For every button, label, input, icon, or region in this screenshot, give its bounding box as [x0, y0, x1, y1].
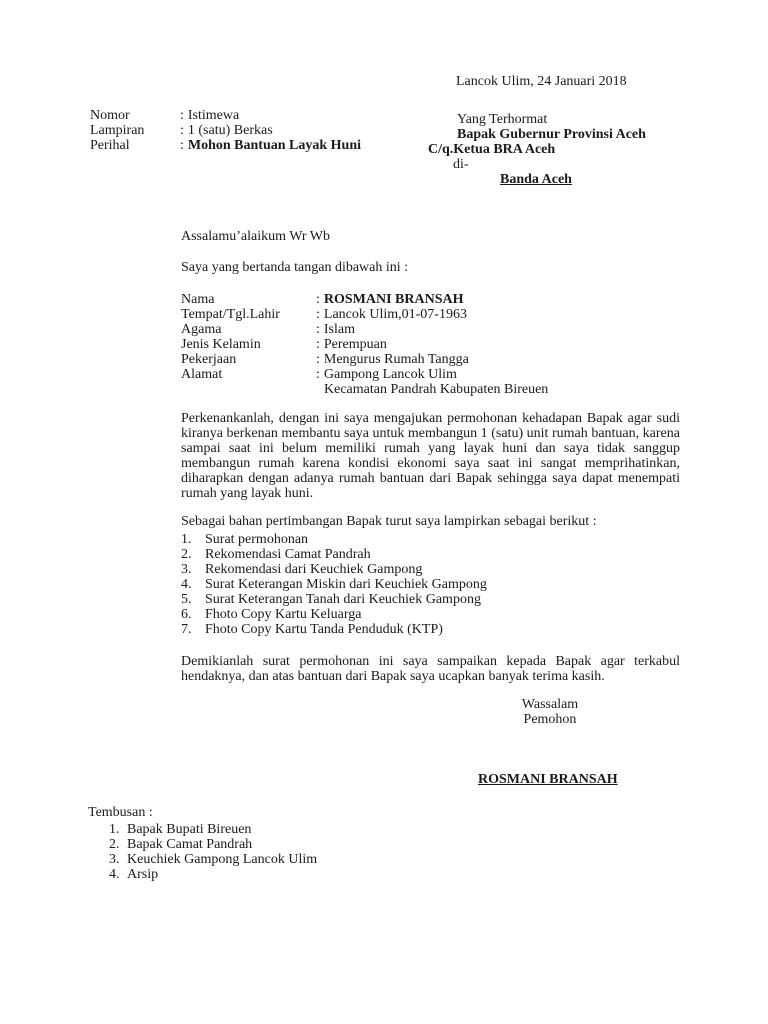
attachments-block	[181, 514, 597, 637]
identity-row-agama	[181, 322, 548, 337]
list-item	[109, 852, 317, 867]
list-item-text: Keuchiek Gampong Lancok Ulim	[127, 852, 318, 867]
identity-value-ttl: Lancok Ulim,01-07-1963	[323, 307, 467, 322]
signoff-wassalam: Wassalam	[521, 697, 579, 712]
list-item-text: Surat Keterangan Tanah dari Keuchiek Gampong	[205, 592, 481, 607]
identity-value-nama: ROSMANI BRANSAH	[323, 292, 464, 307]
identity-row-alamat	[181, 367, 548, 382]
list-item	[181, 607, 597, 622]
list-item-text: Fhoto Copy Kartu Keluarga	[205, 607, 362, 622]
identity-label-ttl: Tempat/Tgl.Lahir	[181, 307, 280, 322]
colon-separator: :	[316, 352, 320, 367]
colon-separator: :	[316, 307, 320, 322]
identity-value-kelamin: Perempuan	[323, 337, 387, 352]
addressee-salute: Yang Terhormat	[457, 112, 548, 127]
list-item-number: 4.	[181, 577, 192, 592]
ref-row-lampiran	[90, 123, 361, 138]
list-item-number: 1.	[109, 822, 120, 837]
list-item-number: 7.	[181, 622, 192, 637]
list-item	[181, 577, 597, 592]
colon-separator: :	[180, 138, 184, 153]
identity-label-nama: Nama	[181, 292, 215, 307]
identity-label-agama: Agama	[181, 322, 222, 337]
ref-label-perihal: Perihal	[90, 138, 130, 153]
signoff-block	[505, 697, 595, 727]
identity-label-empty	[181, 382, 316, 397]
list-item-number: 2.	[181, 547, 192, 562]
identity-label-pekerjaan: Pekerjaan	[181, 352, 237, 367]
list-item	[109, 822, 317, 837]
list-item-text: Rekomendasi Camat Pandrah	[205, 547, 371, 562]
list-item-number: 5.	[181, 592, 192, 607]
identity-value-alamat: Gampong Lancok Ulim	[323, 367, 457, 382]
reference-block	[90, 108, 361, 153]
colon-separator: :	[180, 108, 184, 123]
ref-label-nomor: Nomor	[90, 108, 130, 123]
list-item-number: 1.	[181, 532, 192, 547]
identity-value-pekerjaan: Mengurus Rumah Tangga	[323, 352, 469, 367]
closing-paragraph: Demikianlah surat permohonan ini saya sampaikan kepada Bapak agar terkabul hendaknya, dan atas bantuan dari Bapak saya ucapkan banyak terima kasih.	[181, 654, 680, 684]
signoff-pemohon: Pemohon	[523, 712, 577, 727]
salutation: Assalamu’alaikum Wr Wb	[181, 229, 330, 244]
addressee-name: Bapak Gubernur Provinsi Aceh	[457, 127, 646, 142]
attachments-list	[181, 532, 597, 637]
request-paragraph: Perkenankanlah, dengan ini saya mengajukan permohonan kehadapan Bapak agar sudi kiranya berkenan membantu saya untuk membangun 1 (satu) unit rumah bantuan, karena sampai saat ini belum memiliki rumah yang layak huni dan saya tidak sanggup membangun rumah karena kondisi ekonomi saya saat ini sangat memprihatinkan, diharapkan dengan adanya rumah bantuan dari Bapak sehingga saya dapat menempati rumah yang layak huni.	[181, 411, 680, 501]
list-item	[181, 592, 597, 607]
list-item-text: Bapak Bupati Bireuen	[127, 822, 252, 837]
identity-row-pekerjaan	[181, 352, 548, 367]
identity-label-alamat: Alamat	[181, 367, 223, 382]
addressee-di: di-	[453, 157, 469, 172]
list-item-number: 3.	[181, 562, 192, 577]
letter-date: Lancok Ulim, 24 Januari 2018	[456, 74, 627, 89]
list-item-text: Bapak Camat Pandrah	[127, 837, 253, 852]
list-item-text: Fhoto Copy Kartu Tanda Penduduk (KTP)	[205, 622, 443, 637]
ref-row-perihal	[90, 138, 361, 153]
signature-name: ROSMANI BRANSAH	[478, 772, 618, 787]
ref-value-lampiran: 1 (satu) Berkas	[187, 123, 273, 138]
identity-label-kelamin: Jenis Kelamin	[181, 337, 261, 352]
colon-separator: :	[316, 322, 320, 337]
identity-row-nama	[181, 292, 548, 307]
list-item-number: 2.	[109, 837, 120, 852]
intro-line: Saya yang bertanda tangan dibawah ini :	[181, 260, 409, 275]
tembusan-list	[109, 822, 317, 882]
list-item-number: 4.	[109, 867, 120, 882]
list-item-number: 6.	[181, 607, 192, 622]
colon-separator: :	[316, 367, 320, 382]
addressee-city: Banda Aceh	[500, 172, 572, 187]
identity-row-kelamin	[181, 337, 548, 352]
identity-value-agama: Islam	[323, 322, 355, 337]
identity-row-ttl	[181, 307, 548, 322]
ref-row-nomor	[90, 108, 361, 123]
identity-value-alamat2: Kecamatan Pandrah Kabupaten Bireuen	[324, 382, 549, 397]
colon-separator: :	[180, 123, 184, 138]
list-item-text: Surat Keterangan Miskin dari Keuchiek Gampong	[205, 577, 487, 592]
list-item-text: Arsip	[127, 867, 159, 882]
identity-block	[181, 292, 548, 397]
list-item-text: Rekomendasi dari Keuchiek Gampong	[205, 562, 423, 577]
addressee-cq: C/q.Ketua BRA Aceh	[428, 142, 556, 157]
list-item-number: 3.	[109, 852, 120, 867]
ref-value-nomor: Istimewa	[187, 108, 240, 123]
list-item	[181, 532, 597, 547]
identity-row-alamat2	[181, 382, 548, 397]
tembusan-title: Tembusan :	[88, 805, 153, 820]
list-item	[181, 547, 597, 562]
ref-value-perihal: Mohon Bantuan Layak Huni	[187, 138, 362, 153]
attachments-intro: Sebagai bahan pertimbangan Bapak turut saya lampirkan sebagai berikut :	[181, 514, 597, 529]
tembusan-block	[88, 805, 317, 882]
list-item	[181, 562, 597, 577]
list-item	[181, 622, 597, 637]
ref-label-lampiran: Lampiran	[90, 123, 145, 138]
colon-separator: :	[316, 337, 320, 352]
colon-separator: :	[316, 292, 320, 307]
list-item	[109, 837, 317, 852]
list-item	[109, 867, 317, 882]
list-item-text: Surat permohonan	[205, 532, 309, 547]
addressee-block	[428, 112, 646, 187]
